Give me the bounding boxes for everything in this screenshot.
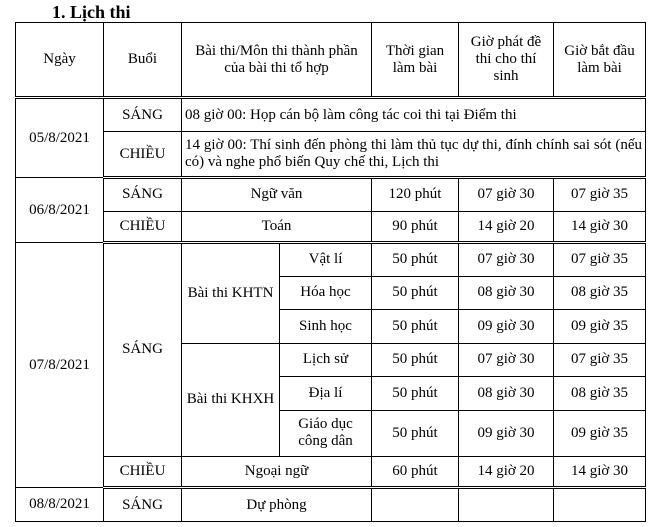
duration-cell: 50 phút: [372, 343, 459, 377]
duration-cell: 50 phút: [372, 410, 459, 456]
session-cell: CHIỀU: [104, 132, 182, 178]
exam-schedule-table: [15, 22, 646, 522]
start-time-cell: 08 giờ 35: [554, 377, 646, 411]
start-time-cell: 08 giờ 35: [554, 276, 646, 310]
start-time-cell: 07 giờ 35: [554, 343, 646, 377]
subject-cell: Giáo dục công dân: [280, 410, 372, 456]
start-time-cell: 07 giờ 35: [554, 178, 646, 212]
subject-cell: Ngoại ngữ: [182, 456, 372, 487]
subject-cell: Địa lí: [280, 377, 372, 411]
header-subject: Bài thi/Môn thi thành phần của bài thi tổ hợp: [182, 23, 372, 98]
duration-cell: 50 phút: [372, 310, 459, 344]
duration-cell: 120 phút: [372, 178, 459, 212]
header-session: Buổi: [104, 23, 182, 98]
session-cell: CHIỀU: [104, 211, 182, 242]
paper-time-cell: 14 giờ 20: [459, 211, 554, 242]
subject-cell: Toán: [182, 211, 372, 242]
table-row: [16, 98, 646, 132]
paper-time-cell: 14 giờ 20: [459, 456, 554, 487]
header-paper-time: Giờ phát đề thi cho thí sinh: [459, 23, 554, 98]
header-start-time: Giờ bắt đầu làm bài: [554, 23, 646, 98]
subject-cell: Dự phòng: [182, 488, 372, 522]
paper-time-cell: 08 giờ 30: [459, 276, 554, 310]
paper-time-cell: 07 giờ 30: [459, 243, 554, 277]
table-row: [16, 211, 646, 242]
subject-cell: Ngữ văn: [182, 178, 372, 212]
date-cell: 05/8/2021: [16, 98, 104, 178]
note-cell: 08 giờ 00: Họp cán bộ làm công tác coi thi tại Điểm thi: [182, 98, 646, 132]
start-time-cell: 09 giờ 35: [554, 310, 646, 344]
start-time-cell: 14 giờ 30: [554, 211, 646, 242]
group-cell-khtn: Bài thi KHTN: [182, 243, 280, 344]
duration-cell: [372, 488, 459, 522]
paper-time-cell: 09 giờ 30: [459, 410, 554, 456]
start-time-cell: 09 giờ 35: [554, 410, 646, 456]
paper-time-cell: 07 giờ 30: [459, 343, 554, 377]
table-row: [16, 178, 646, 212]
header-date: Ngày: [16, 23, 104, 98]
paper-time-cell: 07 giờ 30: [459, 178, 554, 212]
paper-time-cell: 09 giờ 30: [459, 310, 554, 344]
duration-cell: 50 phút: [372, 276, 459, 310]
subject-cell: Sinh học: [280, 310, 372, 344]
table-row: [16, 132, 646, 178]
session-cell: SÁNG: [104, 98, 182, 132]
duration-cell: 60 phút: [372, 456, 459, 487]
table-row: [16, 456, 646, 487]
group-cell-khxh: Bài thi KHXH: [182, 343, 280, 456]
header-row: [16, 23, 646, 98]
start-time-cell: [554, 488, 646, 522]
paper-time-cell: [459, 488, 554, 522]
date-cell: 07/8/2021: [16, 243, 104, 488]
date-cell: 06/8/2021: [16, 178, 104, 243]
section-title: 1. Lịch thi: [52, 2, 131, 22]
subject-cell: Hóa học: [280, 276, 372, 310]
table-row: [16, 488, 646, 522]
subject-cell: Vật lí: [280, 243, 372, 277]
header-duration: Thời gian làm bài: [372, 23, 459, 98]
session-cell: SÁNG: [104, 178, 182, 212]
session-cell: SÁNG: [104, 488, 182, 522]
date-cell: 08/8/2021: [16, 488, 104, 522]
session-cell: CHIỀU: [104, 456, 182, 487]
duration-cell: 50 phút: [372, 377, 459, 411]
table-row: [16, 243, 646, 277]
subject-cell: Lịch sử: [280, 343, 372, 377]
paper-time-cell: 08 giờ 30: [459, 377, 554, 411]
duration-cell: 50 phút: [372, 243, 459, 277]
session-cell: SÁNG: [104, 243, 182, 457]
start-time-cell: 14 giờ 30: [554, 456, 646, 487]
start-time-cell: 07 giờ 35: [554, 243, 646, 277]
duration-cell: 90 phút: [372, 211, 459, 242]
note-cell: 14 giờ 00: Thí sinh đến phòng thi làm thủ tục dự thi, đính chính sai sót (nếu có) và nghe phổ biến Quy chế thi, Lịch thi: [182, 132, 646, 178]
